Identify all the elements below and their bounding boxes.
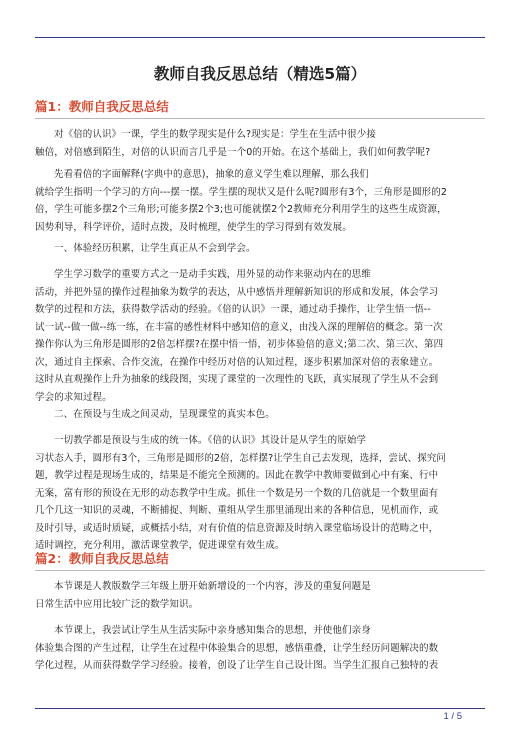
section-1-paragraph-2: 先看看倍的字面解释(字典中的意思)，抽象的意义学生难以理解，那么我们 就给学生指明一个学习的方向---摆一摆。学生摆的现状又是什么呢?圆形有3个，三角形是圆形的2 倍，学生可能多摆2个三角形;可能多摆2个3;也可能就摆2个2教师充分利用学生的这些生成资源， 因势利导，科学评价，适时点拨，及时梳理，使学生的学习得到有效发展。 [35,169,448,233]
header-rule [35,37,485,38]
section-1-heading: 篇1：教师自我反思总结 [35,99,169,114]
section-2-paragraph-1: 本节课是人教版数学三年级上册开始新增设的一个内容，涉及的重复问题是 日常生活中应用比较广泛的数学知识。 [35,581,371,610]
footer-rule [35,708,485,709]
section-1-paragraph-3: 学生学习数学的重要方式之一是动手实践，用外显的动作来驱动内在的思维 活动，并把外显的操作过程抽象为数学的表达，从中感悟并理解新知识的形成和发展，体会学习 数学的过程和方法，获得数学活动的经验。《倍的认识》一课，通过动手操作，让学生悟一悟-- 试一试--做一做--练一练，在丰富的感性材料中感知倍的意义，由浅入深的理解倍的概念。第一次 操作你认为三角形是圆形的2倍怎样摆?在摆中悟一悟，初步体验倍的意义;第二次、第三次、第四 次，通过自主探索、合作交流，在操作中经历对倍的认知过程，逐步积累加深对倍的表象建立。 这时从直观操作上升为抽象的线段图，实现了课堂的一次理性的飞跃，真实展现了学生从不会到 学会的求知过程。 [35,269,444,403]
page-number: 1 / 5 [443,711,462,722]
section-1-paragraph-4: 一切教学都是预设与生成的统一体。《倍的认识》其设计是从学生的原始学 习状态入手，圆形有3个，三角形是圆形的2倍，怎样摆?让学生自己去发现，选择，尝试、探究问 题，教学过程是现场生成的，结果是不能完全预测的。因此在教学中教师要做到心中有案、行中 无案，富有形的预设在无形的动态教学中生成。抓住一个数是另一个数的几倍就是一个数里面有 几个几这一知识的灵魂，不断捕捉、判断、重组从学生那里涌现出来的各种信息，见机而作，或 及时引导，或适时质疑，或概括小结，对有价值的信息资源及时纳入课堂临场设计的范畴之中， 适时调控，充分利用，激活课堂教学，促进课堂有效生成。 [35,435,447,551]
section-2-paragraph-2: 本节课上，我尝试让学生从生活实际中亲身感知集合的思想，并使他们亲身 体验集合图的产生过程，让学生在过程中体验集合的思想，感悟重叠，让学生经历问题解决的数 学化过程，从而获得数学学习经验。接着，创设了让学生自己设计图。当学生汇报自己独特的表 [35,625,439,671]
section-1-subheading-2: 二、在预设与生成之间灵动，呈现课堂的真实本色。 [54,409,275,420]
section-1-subheading-1: 一、体验经历积累，让学生真正从不会到学会。 [54,243,256,254]
section-2-heading: 篇2：教师自我反思总结 [35,551,169,566]
section-2-rule [35,570,485,571]
document-title: 教师自我反思总结（精选5篇） [153,65,367,83]
section-1-rule [35,118,485,119]
section-1-paragraph-1: 对《倍的认识》一课，学生的数学现实是什么?现实是：学生在生活中很少接 触倍，对倍感到陌生，对倍的认识而言几乎是一个0的开始。在这个基础上，我们如何教学呢? [35,129,431,158]
